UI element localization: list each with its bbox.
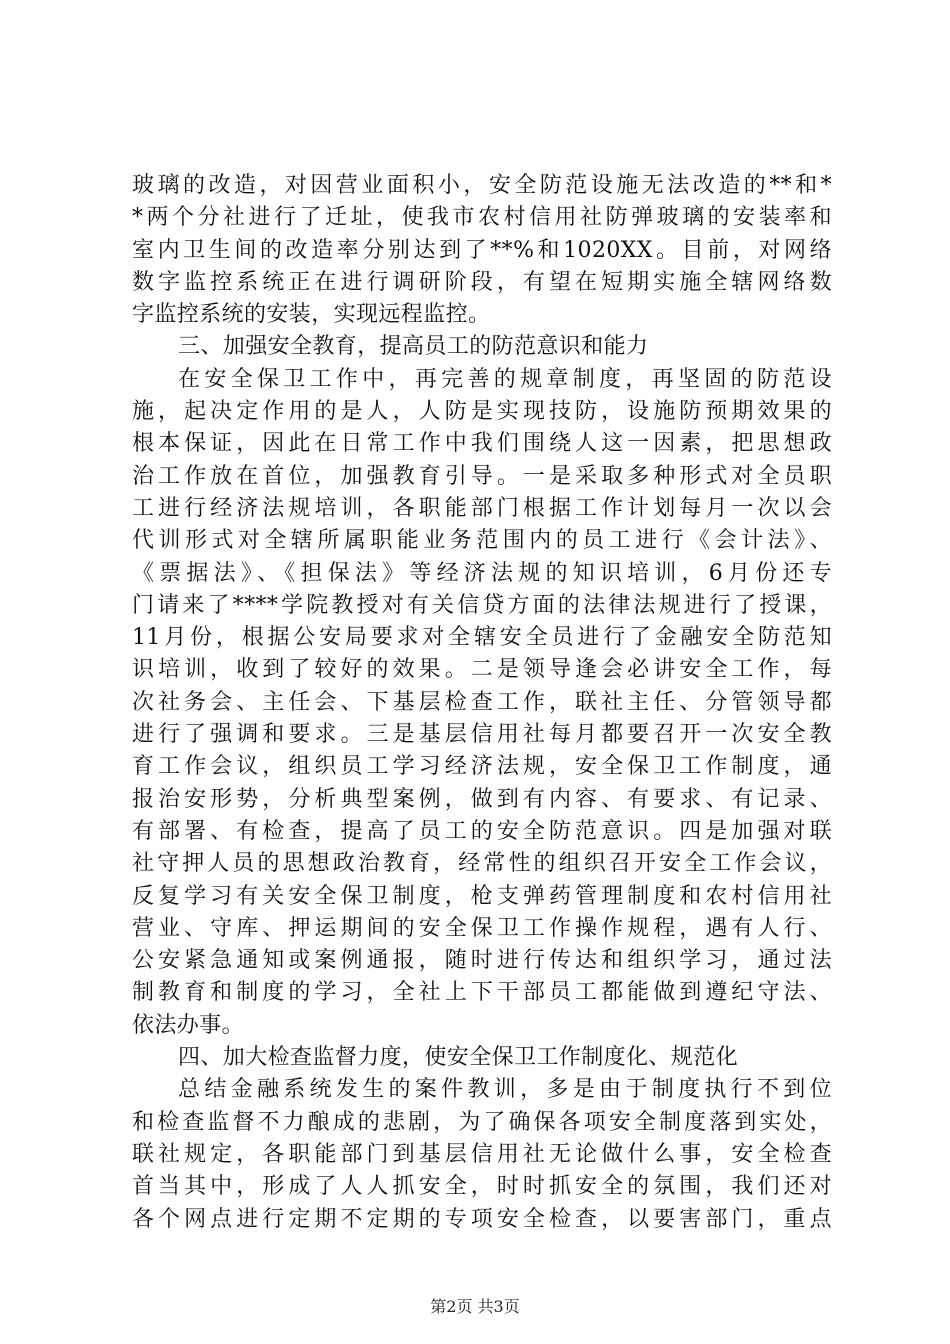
- text-line: 进行了强调和要求。三是基层信用社每月都要召开一次安全教: [132, 722, 832, 748]
- text-line: 有部署、有检查，提高了员工的安全防范意识。四是加强对联: [132, 818, 832, 844]
- text-line: 四、加大检查监督力度，使安全保卫工作制度化、规范化: [178, 1045, 739, 1071]
- text-line: 数字监控系统正在进行调研阶段，有望在短期实施全辖网络数: [132, 269, 832, 295]
- text-line: 识培训，收到了较好的效果。二是领导逢会必讲安全工作，每: [132, 657, 832, 683]
- text-line: 三、加强安全教育，提高员工的防范意识和能力: [178, 334, 649, 360]
- text-line: 公安紧急通知或案例通报，随时进行传达和组织学习，通过法: [132, 948, 832, 974]
- text-line: 室内卫生间的改造率分别达到了**%和1020XX。目前，对网络: [132, 237, 832, 263]
- text-line: 制教育和制度的学习，全社上下干部员工都能做到遵纪守法、: [132, 980, 832, 1006]
- text-line: 根本保证，因此在日常工作中我们围绕人这一因素，把思想政: [132, 431, 832, 457]
- text-line: *两个分社进行了迁址，使我市农村信用社防弹玻璃的安装率和: [132, 205, 832, 231]
- text-line: 社守押人员的思想政治教育，经常性的组织召开安全工作会议，: [132, 851, 832, 877]
- page-footer: 第2页 共3页: [430, 1297, 520, 1316]
- text-line: 反复学习有关安全保卫制度，枪支弹药管理制度和农村信用社: [132, 883, 832, 909]
- text-line: 字监控系统的安装，实现远程监控。: [132, 302, 491, 328]
- document-body: [132, 170, 832, 1236]
- text-line: 和检查监督不力酿成的悲剧，为了确保各项安全制度落到实处，: [132, 1109, 832, 1135]
- text-line: 报治安形势，分析典型案例，做到有内容、有要求、有记录、: [132, 786, 832, 812]
- text-line: 各个网点进行定期不定期的专项安全检查，以要害部门，重点: [132, 1206, 832, 1232]
- text-line: 施，起决定作用的是人，人防是实现技防，设施防预期效果的: [132, 399, 832, 425]
- text-line: 在安全保卫工作中，再完善的规章制度，再坚固的防范设: [178, 366, 832, 392]
- text-line: 11月份，根据公安局要求对全辖安全员进行了金融安全防范知: [132, 625, 832, 651]
- text-line: 依法办事。: [132, 1012, 245, 1038]
- text-line: 治工作放在首位，加强教育引导。一是采取多种形式对全员职: [132, 463, 832, 489]
- text-line: 《票据法》、《担保法》等经济法规的知识培训，6月份还专: [132, 560, 832, 586]
- text-line: 营业、守库、押运期间的安全保卫工作操作规程，遇有人行、: [132, 915, 832, 941]
- text-line: 玻璃的改造，对因营业面积小，安全防范设施无法改造的**和*: [132, 173, 832, 198]
- text-line: 总结金融系统发生的案件教训，多是由于制度执行不到位: [178, 1077, 832, 1103]
- text-line: 育工作会议，组织员工学习经济法规，安全保卫工作制度，通: [132, 754, 832, 780]
- text-line: 代训形式对全辖所属职能业务范围内的员工进行《会计法》、: [132, 528, 832, 554]
- text-line: 联社规定，各职能部门到基层信用社无论做什么事，安全检查: [132, 1141, 832, 1167]
- text-line: 首当其中，形成了人人抓安全，时时抓安全的氛围，我们还对: [132, 1174, 832, 1200]
- text-line: 次社务会、主任会、下基层检查工作，联社主任、分管领导都: [132, 689, 832, 715]
- text-line: 工进行经济法规培训，各职能部门根据工作计划每月一次以会: [132, 495, 832, 521]
- text-line: 门请来了****学院教授对有关信贷方面的法律法规进行了授课，: [132, 592, 832, 618]
